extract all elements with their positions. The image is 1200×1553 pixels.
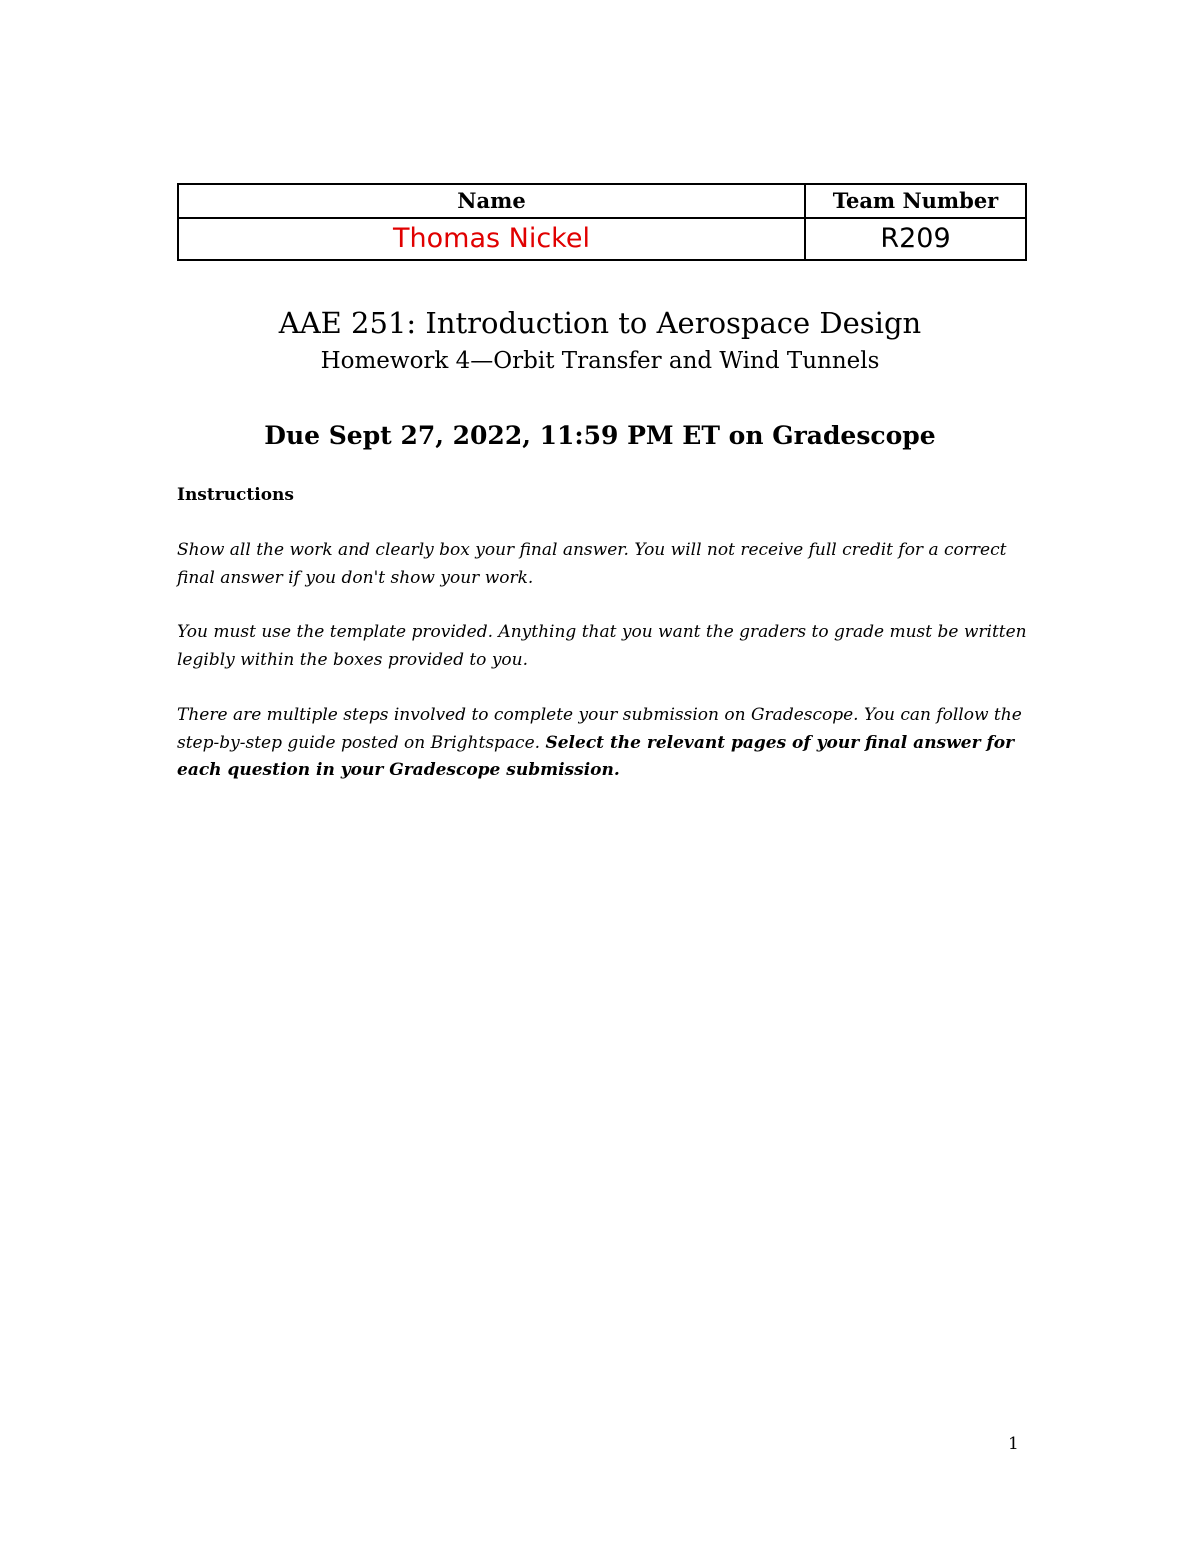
instruction-paragraph-3-text: There are multiple steps involved to complete your submission on Gradescope. You can follow the step-by-step guide posted on Brightspace. bbox=[177, 705, 1022, 753]
page-number: 1 bbox=[1008, 1434, 1019, 1454]
student-name-cell: Thomas Nickel bbox=[178, 218, 805, 260]
instruction-paragraph-3 bbox=[177, 702, 1037, 785]
instruction-paragraph-1: Show all the work and clearly box your final answer. You will not receive full credit for a correct final answer if you don't show your work. bbox=[177, 540, 1007, 588]
team-number-header-cell: Team Number bbox=[805, 184, 1026, 218]
table-header-row bbox=[178, 184, 1026, 218]
instruction-paragraph-3-emphasis: Select the relevant pages of your final answer for each question in your Gradescope submission. bbox=[177, 732, 1015, 780]
instruction-paragraph-2: You must use the template provided. Anything that you want the graders to grade must be written legibly within the boxes provided to you. bbox=[177, 622, 1027, 670]
due-date-line: Due Sept 27, 2022, 11:59 PM ET on Gradescope bbox=[264, 421, 936, 450]
name-team-table bbox=[177, 183, 1027, 261]
homework-subtitle: Homework 4—Orbit Transfer and Wind Tunnels bbox=[320, 348, 880, 374]
instructions-heading: Instructions bbox=[177, 485, 294, 505]
name-header-cell: Name bbox=[178, 184, 805, 218]
course-title: AAE 251: Introduction to Aerospace Design bbox=[278, 306, 922, 340]
table-value-row bbox=[178, 218, 1026, 260]
team-number-cell: R209 bbox=[805, 218, 1026, 260]
